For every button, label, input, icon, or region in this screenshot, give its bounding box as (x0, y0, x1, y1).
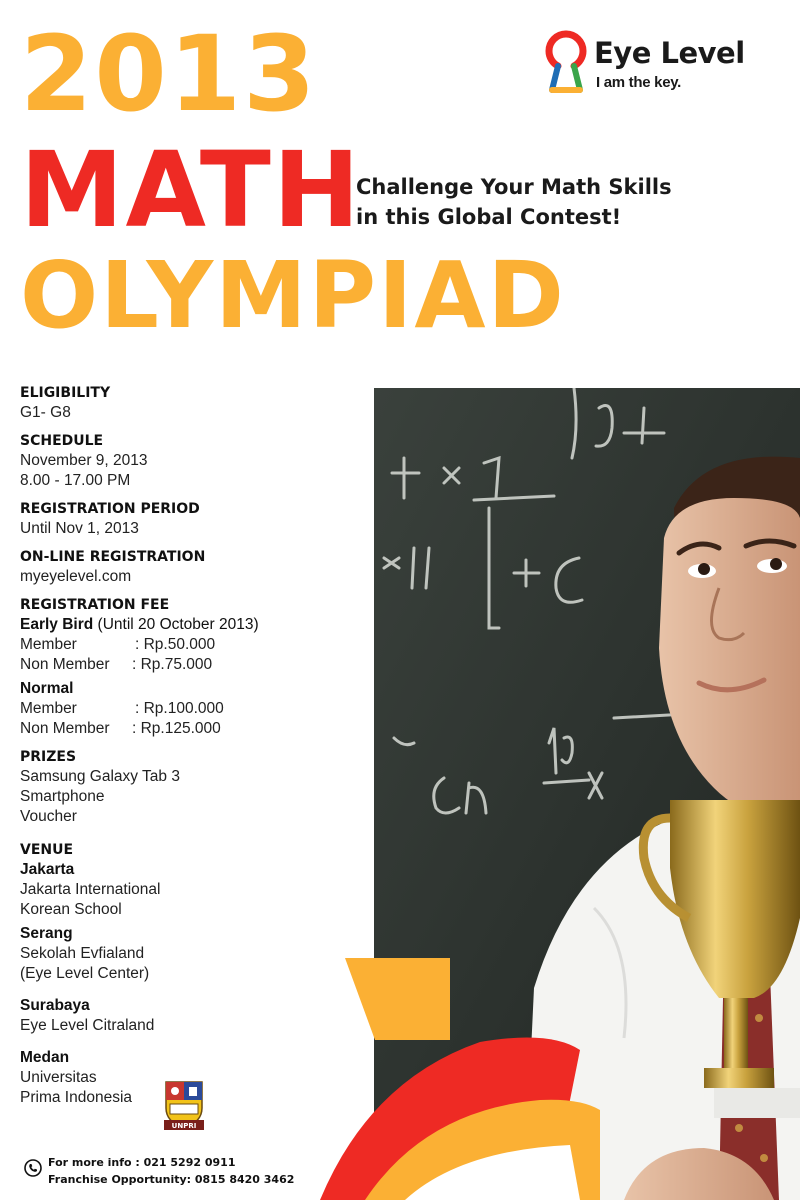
early-bird-note: (Until 20 October 2013) (93, 616, 259, 633)
venue-city: Surabaya (20, 997, 90, 1014)
phone-icon (24, 1159, 42, 1177)
online-registration-url[interactable]: myeyelevel.com (20, 568, 132, 585)
early-bird-member-row (20, 635, 350, 655)
prizes-heading: PRIZES (20, 749, 77, 765)
fee-label: Non Member (20, 720, 110, 737)
normal-heading: Normal (20, 680, 74, 697)
venue-line: Universitas (20, 1069, 97, 1086)
fee-label: Member (20, 636, 77, 653)
title-math: MATH (20, 129, 362, 251)
venue-heading: VENUE (20, 842, 74, 858)
brand-name: Eye Level (594, 36, 745, 70)
venue-line: Prima Indonesia (20, 1089, 133, 1106)
fee-label: Member (20, 700, 77, 717)
contact-franchise: Franchise Opportunity: 0815 8420 3462 (48, 1173, 295, 1186)
contact-info: For more info : 021 5292 0911 (48, 1156, 236, 1169)
emblem-text: UNPRI (171, 1122, 197, 1130)
tagline (356, 172, 736, 232)
fee-value: : Rp.125.000 (132, 720, 221, 737)
eye-level-logo (544, 30, 774, 100)
venue-line: (Eye Level Center) (20, 965, 150, 982)
online-registration-section (20, 548, 350, 587)
early-bird-non-member-row (20, 655, 350, 675)
fee-label: Non Member (20, 656, 110, 673)
schedule-section (20, 432, 350, 491)
online-registration-heading: ON-LINE REGISTRATION (20, 549, 206, 565)
university-emblem-icon (162, 1078, 206, 1132)
venue-section (20, 841, 350, 1108)
eligibility-value: G1- G8 (20, 404, 71, 421)
registration-period-section (20, 500, 350, 539)
brand-slogan: I am the key. (596, 74, 682, 91)
event-info (20, 384, 350, 1117)
venue-city: Medan (20, 1049, 70, 1066)
normal-member-row (20, 699, 350, 719)
eligibility-heading: ELIGIBILITY (20, 385, 111, 401)
tagline-line-1: Challenge Your Math Skills (356, 175, 672, 199)
venue-city: Serang (20, 925, 73, 942)
venue-line: Eye Level Citraland (20, 1017, 155, 1034)
prizes-section (20, 748, 350, 827)
schedule-date: November 9, 2013 (20, 452, 148, 469)
prize-item: Samsung Galaxy Tab 3 (20, 768, 180, 785)
schedule-time: 8.00 - 17.00 PM (20, 472, 131, 489)
fee-value: : Rp.50.000 (135, 636, 216, 653)
title-year: 2013 (20, 13, 318, 135)
prize-item: Smartphone (20, 788, 105, 805)
schedule-heading: SCHEDULE (20, 433, 104, 449)
registration-period-value: Until Nov 1, 2013 (20, 520, 139, 537)
venue-line: Jakarta International (20, 881, 161, 898)
eligibility-section (20, 384, 350, 423)
fee-value: : Rp.75.000 (132, 656, 213, 673)
early-bird-label: Early Bird (20, 616, 94, 633)
prize-item: Voucher (20, 808, 77, 825)
registration-fee-heading: REGISTRATION FEE (20, 597, 170, 613)
normal-non-member-row (20, 719, 350, 739)
keyhole-logo-icon (544, 30, 588, 94)
venue-line: Korean School (20, 901, 122, 918)
venue-city: Jakarta (20, 861, 75, 878)
registration-period-heading: REGISTRATION PERIOD (20, 501, 200, 517)
early-bird-heading (20, 615, 350, 635)
registration-fee-section (20, 596, 350, 739)
venue-line: Sekolah Evfialand (20, 945, 145, 962)
fee-value: : Rp.100.000 (135, 700, 224, 717)
contact-block (24, 1155, 354, 1195)
tagline-line-2: in this Global Contest! (356, 205, 622, 229)
title-olympiad: OLYMPIAD (20, 242, 566, 349)
